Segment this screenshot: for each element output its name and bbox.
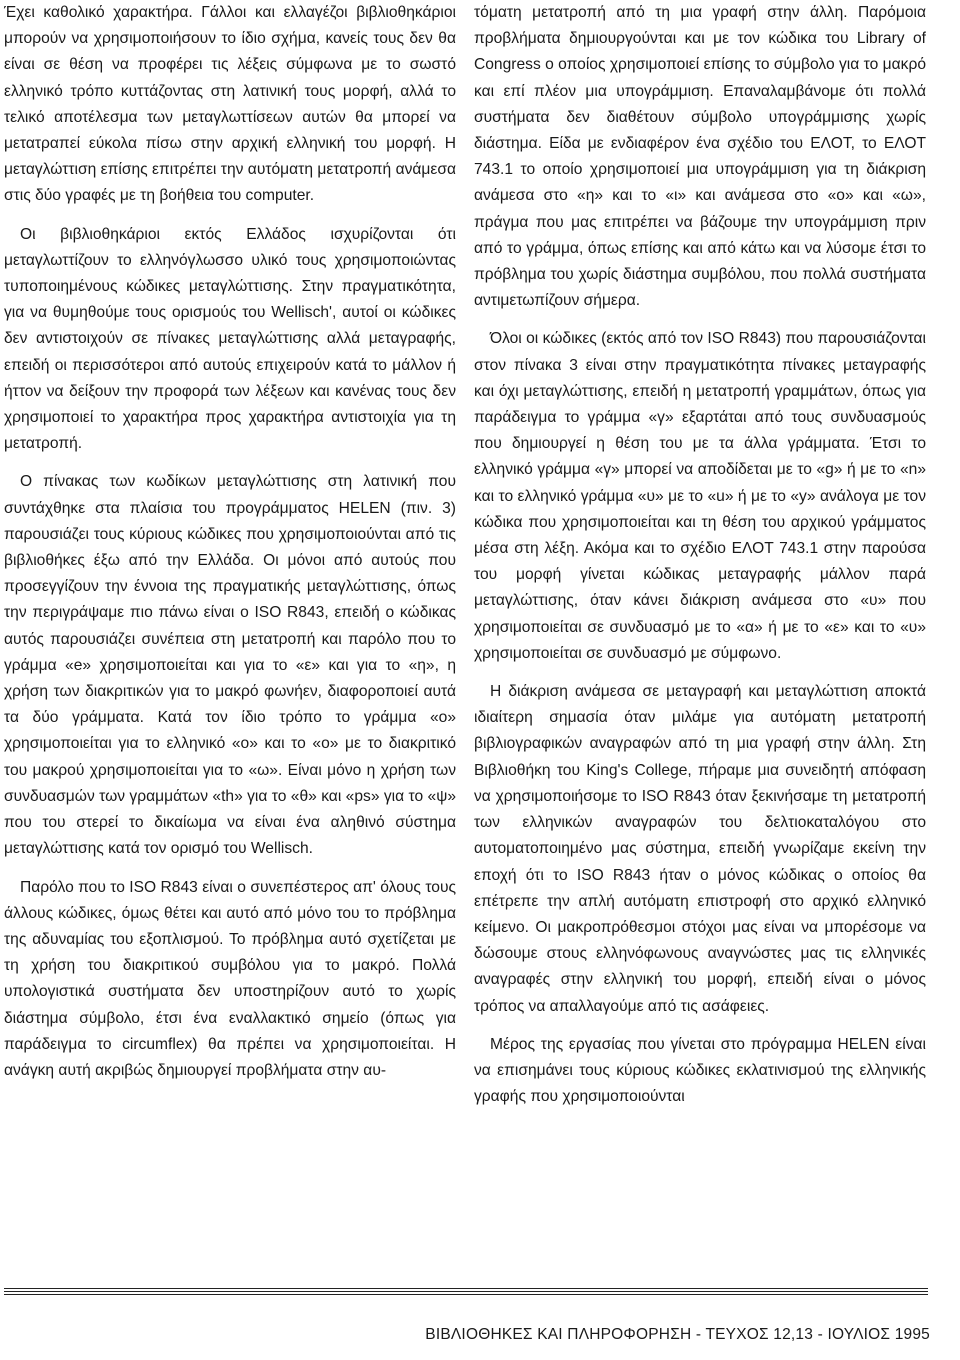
page-footer: ΒΙΒΛΙΟΘΗΚΕΣ ΚΑΙ ΠΛΗΡΟΦΟΡΗΣΗ - ΤΕΥΧΟΣ 12,13 - ΙΟΥΛΙΟΣ 1995 [425,1326,930,1343]
rule-line [4,1294,928,1295]
paragraph: Η διάκριση ανάμεσα σε μεταγραφή και μεταγλώττιση αποκτά ιδιαίτερη σημασία όταν μιλάμε για αυτόματη μετατροπή βιβλιογραφικών αναγραφών από τη μια γραφή στην άλλη. Στη Βιβλιοθήκη του King's College, πήραμε μια συνειδητή απόφαση να χρησιμοποιήσομε το ISO R843 όταν ξεκινήσαμε τη μετατροπή των ελληνικών αναγραφών του δελτιοκαταλόγου στο αυτοματοποιημένο μας σύστημα, επειδή γνωρίζαμε εκείνη την εποχή ότι το ISO R843 ήταν ο μόνος κώδικας ο οποίος θα επέτρεπε την απλή αυτόματη επιστροφή στο αρχικό ελληνικό κείμενο. Οι μακροπρόθεσμοι στόχοι μας είναι να μπορέσομε να δώσουμε στους ελληνόφωνους αναγνώστες μας τις ελληνικές αναγραφές στην ελληνική του μορφή, επειδή είναι ο μόνος τρόπος να απαλλαγούμε από τις ασάφειες. [474,683,926,1015]
paragraph: Ο πίνακας των κωδίκων μεταγλώττισης στη λατινική που συντάχθηκε στα πλαίσια του προγράμματος HELEN (πιν. 3) παρουσιάζει τους κύριους κώδικες που χρησιμοποιούνται από τις βιβλιοθήκες έξω από την Ελλάδα. Οι μόνοι από αυτούς που προσεγγίζουν την έννοια της πραγματικής μεταγλώττισης, όπως την περιγράψαμε πιο πάνω είναι ο ISO R843, επειδή ο κώδικας αυτός παρουσιάζει συνέπεια στη μετατροπή και παρόλο που το γράμμα «e» χρησιμοποιείται και για το «ε» και για το «η», η χρήση των διακριτικών για το μακρό φωνήεν, διαφοροποιεί αυτά τα δύο γράμματα. Κατά τον ίδιο τρόπο το γράμμα «o» χρησιμοποιείται για το ελληνικό «ο» και το «o» με το διακριτικό του μακρού χρησιμοποιείται για το «ω». Είναι μόνο η χρήση των συνδυασμών των γραμμάτων «th» για το «θ» και «ps» για το «ψ» που του στερεί το δικαίωμα να είναι ένα αληθινό σύστημα μεταγλώττισης κατά τον ορισμό του Wellisch. [4,473,456,858]
left-column [4,0,456,1096]
paragraph: Έχει καθολικό χαρακτήρα. Γάλλοι και ελλαγέζοι βιβλιοθηκάριοι μπορούν να χρησιμοποιήσουν το ίδιο σχήμα, κανείς τους δεν θα είναι σε θέση να προφέρει τις λέξεις σύμφωνα με το σωστό ελληνικό τρόπο κυττάζοντας στη λατινική τους μορφή, αλλά το τελικό αποτέλεσμα των μεταγλωττίσεων αυτών θα μπορεί να μετατραπεί εύκολα πίσω στην αρχική ελληνική του μορφή. Η μεταγλώττιση επίσης επιτρέπει την αυτόματη μετατροπή ανάμεσα στις δύο γραφές με τη βοήθεια του computer. [4,4,456,205]
paragraph: τόματη μετατροπή από τη μια γραφή στην άλλη. Παρόμοια προβλήματα δημιουργούνται και με τον κώδικα του Library of Congress ο οποίος χρησιμοποιεί επίσης το σύμβολο για το μακρό και επί πλέον μια υπογράμμιση. Επαναλαμβάνομε ότι πολλά συστήματα δεν διαθέτουν σύμβολο υπογράμμισης χωρίς διάστημα. Είδα με ενδιαφέρον ένα σχέδιο του ΕΛΟΤ, το ΕΛΟΤ 743.1 το οποίο χρησιμοποιεί μια υπογράμμιση για τη διάκριση ανάμεσα στο «η» και το «ι» και ανάμεσα στο «ο» και «ω», πράγμα που μας επιτρέπει να βάζουμε την υπογράμμιση πριν από το γράμμα, όπως επίσης και από κάτω και να λύσομε έτσι το πρόβλημα του χωρίς διάστημα συμβόλου, που πολλά συστήματα αντιμετωπίζουν σήμερα. [474,4,926,310]
paragraph: Μέρος της εργασίας που γίνεται στο πρόγραμμα HELEN είναι να επισημάνει τους κύριους κώδικες εκλατινισμού της ελληνικής γραφής που χρησιμοποιούνται [474,1035,926,1106]
rule-line [4,1291,928,1292]
paragraph: Οι βιβλιοθηκάριοι εκτός Ελλάδος ισχυρίζονται ότι μεταγλωττίζουν το ελληνόγλωσσο υλικό τους χρησιμοποιώντας τυποποιημένους κώδικες μεταγλώττισης. Στην πραγματικότητα, για να θυμηθούμε τους ορισμούς του Wellisch', αυτοί οι κώδικες δεν αντιστοιχούν σε πίνακες μεταγλώττισης αλλά μεταγραφής, επειδή οι περισσότεροι από αυτούς επιχειρούν κατά το μάλλον ή ήττον να δείξουν την προφορά των λέξεων και κανένας τους δεν χρησιμοποιεί το χαρακτήρα προς χαρακτήρα αντιστοιχία για τη μετατροπή. [4,225,456,453]
paragraph: Παρόλο που το ISO R843 είναι ο συνεπέστερος απ' όλους τους άλλους κώδικες, όμως θέτει και αυτό από μόνο του το πρόβλημα της αδυναμίας του εξοπλισμού. Το πρόβλημα αυτό σχετίζεται με τη χρήση του διακριτικού συμβόλου για το μακρό. Πολλά υπολογιστικά συστήματα δεν υποστηρίζουν αυτό το χωρίς διάστημα σύμβολο, έτσι ένα εναλλακτικό σημείο (όπως για παράδειγμα το circumflex) θα πρέπει να χρησιμοποιείται. Η ανάγκη αυτή ακριβώς δημιουργεί προβλήματα στην αυ- [4,878,456,1079]
paragraph: Όλοι οι κώδικες (εκτός από τον ISO R843) που παρουσιάζονται στον πίνακα 3 είναι στην πραγματικότητα πίνακες μεταγραφής και όχι μεταγλώττισης, επειδή η μετατροπή γραμμάτων, όπως για παράδειγμα το γράμμα «γ» εξαρτάται από τους συνδυασμούς που δημιουργεί η θέση του με τα άλλα γράμματα. Έτσι το ελληνικό γράμμα «γ» μπορεί να αποδίδεται με το «g» ή με το «n» και το ελληνικό γράμμα «υ» με το «u» ή με το «y» ανάλογα με τον κώδικα που χρησιμοποιείται και τη θέση του αρχικού γράμματος μέσα στη λέξη. Ακόμα και το σχέδιο ΕΛΟΤ 743.1 στην παρούσα του μορφή γίνεται κώδικας μεταγραφής μάλλον παρά μεταγλώττισης, όταν κάνει διάκριση ανάμεσα στο «υ» που χρησιμοποιείται σε συνδυασμό με το «α» ή με το «ε» και το «υ» χρησιμοποιείται σε συνδυασμό με σύμφωνο. [474,330,926,662]
footer-rules [4,1288,928,1300]
rule-line [4,1288,928,1289]
right-column [474,0,926,1122]
